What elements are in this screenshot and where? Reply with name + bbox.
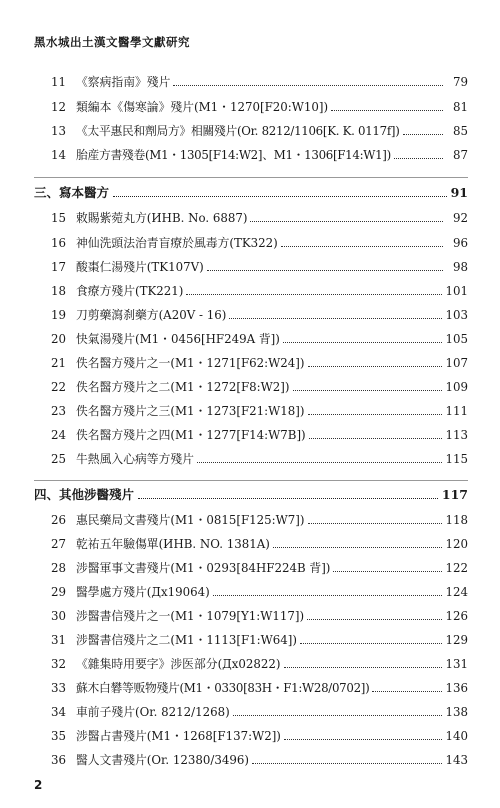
entry-number: 33 (50, 681, 66, 695)
entry-page: 109 (445, 380, 468, 394)
toc-entry (38, 654, 468, 674)
entry-title: 刀剪藥瀉刹藥方(A20V - 16) (76, 308, 227, 322)
toc-entry (38, 750, 468, 770)
toc-entry (38, 726, 468, 746)
entry-title: 牛熱風入心病等方殘片 (76, 452, 194, 466)
toc-entry (38, 208, 468, 228)
toc-entry (38, 425, 468, 445)
entry-page: 81 (452, 100, 468, 114)
toc-entry (38, 257, 468, 277)
entry-page: 138 (445, 705, 468, 719)
toc-entry (38, 702, 468, 722)
dot-leader (284, 739, 443, 740)
toc-entry (38, 353, 468, 373)
entry-number: 30 (50, 609, 66, 623)
entry-number: 34 (50, 705, 66, 719)
toc-entry (38, 510, 468, 530)
entry-page: 96 (452, 236, 468, 250)
dot-leader (300, 643, 442, 644)
entry-page: 113 (445, 428, 468, 442)
entry-title: 涉醫書信殘片之一(M1・1079[Y1:W117]) (76, 609, 305, 623)
entry-number: 13 (50, 124, 66, 138)
entry-title: 涉醫占書殘片(M1・1268[F137:W2]) (76, 729, 281, 743)
entry-page: 131 (445, 657, 468, 671)
toc-entry (38, 72, 468, 92)
entry-title: 酸棗仁湯殘片(TK107V) (76, 260, 204, 274)
entry-title: 食療方殘片(TK221) (76, 284, 184, 298)
dot-leader (307, 619, 442, 620)
dot-leader (113, 196, 447, 197)
dot-leader (173, 85, 443, 86)
dot-leader (250, 221, 443, 222)
dot-leader (252, 763, 442, 764)
section-heading (34, 182, 468, 204)
toc-entry (38, 534, 468, 554)
section-divider (34, 480, 468, 481)
section-heading (34, 484, 468, 506)
toc-entry (38, 145, 468, 165)
toc-entry (38, 606, 468, 626)
dot-leader (283, 342, 443, 343)
dot-leader (403, 134, 443, 135)
toc-entry (38, 305, 468, 325)
entry-title: 涉醫書信殘片之二(M1・1113[F1:W64]) (76, 633, 297, 647)
toc-entry (38, 121, 468, 141)
entry-number: 36 (50, 753, 66, 767)
entry-page: 126 (445, 609, 468, 623)
dot-leader (281, 246, 443, 247)
entry-title: 蘇木白礬等贩物殘片(M1・0330[83H・F1:W28/0702]) (76, 681, 370, 695)
section-title: 四、其他涉醫殘片 (34, 487, 135, 502)
entry-title: 涉醫軍事文書殘片(M1・0293[84HF224B 背]) (76, 561, 331, 575)
entry-number: 32 (50, 657, 66, 671)
section-page: 117 (441, 487, 468, 502)
dot-leader (207, 270, 443, 271)
entry-title: 類編本《傷寒論》殘片(M1・1270[F20:W10]) (76, 100, 329, 114)
entry-number: 21 (50, 356, 66, 370)
entry-number: 29 (50, 585, 66, 599)
entry-title: 神仙洗頭法治青盲療於風毒方(TK322) (76, 236, 278, 250)
dot-leader (273, 547, 443, 548)
entry-page: 87 (452, 148, 468, 162)
entry-title: 惠民藥局文書殘片(M1・0815[F125:W7]) (76, 513, 305, 527)
entry-number: 28 (50, 561, 66, 575)
entry-title: 乾祐五年驗傷單(ИHB. NO. 1381A) (76, 537, 270, 551)
entry-number: 19 (50, 308, 66, 322)
toc-entry (38, 281, 468, 301)
entry-number: 31 (50, 633, 66, 647)
toc-entry (38, 678, 468, 698)
toc-entry (38, 449, 468, 469)
toc-entry (38, 233, 468, 253)
dot-leader (372, 691, 442, 692)
entry-title: 醫人文書殘片(Or. 12380/3496) (76, 753, 250, 767)
dot-leader (186, 294, 442, 295)
entry-page: 103 (445, 308, 468, 322)
entry-page: 101 (445, 284, 468, 298)
section-divider (34, 177, 468, 178)
running-head: 黑水城出土漢文醫學文獻研究 (34, 35, 190, 49)
entry-number: 11 (50, 75, 66, 89)
entry-title: 《雜集時用要字》涉医部分(Дx02822) (76, 657, 281, 671)
entry-title: 佚名醫方殘片之三(M1・1273[F21:W18]) (76, 404, 305, 418)
entry-title: 醫學處方殘片(Дx19064) (76, 585, 210, 599)
entry-title: 佚名醫方殘片之四(M1・1277[F14:W7B]) (76, 428, 306, 442)
entry-page: 79 (452, 75, 468, 89)
dot-leader (331, 110, 443, 111)
entry-number: 22 (50, 380, 66, 394)
entry-number: 15 (50, 211, 66, 225)
entry-page: 143 (445, 753, 468, 767)
entry-page: 85 (452, 124, 468, 138)
dot-leader (308, 366, 443, 367)
entry-number: 20 (50, 332, 66, 346)
dot-leader (308, 523, 443, 524)
entry-page: 107 (445, 356, 468, 370)
entry-title: 《察病指南》殘片 (76, 75, 171, 89)
section-page: 91 (450, 185, 468, 200)
entry-page: 92 (452, 211, 468, 225)
toc-entry (38, 329, 468, 349)
section-title: 三、寫本醫方 (34, 185, 110, 200)
entry-title: 佚名醫方殘片之一(M1・1271[F62:W24]) (76, 356, 305, 370)
entry-page: 122 (445, 561, 468, 575)
toc-entry (38, 377, 468, 397)
entry-number: 35 (50, 729, 66, 743)
dot-leader (138, 498, 438, 499)
dot-leader (213, 595, 443, 596)
dot-leader (394, 158, 443, 159)
entry-page: 136 (445, 681, 468, 695)
dot-leader (284, 667, 443, 668)
page-number: 2 (34, 778, 43, 792)
entry-number: 12 (50, 100, 66, 114)
entry-page: 115 (445, 452, 468, 466)
entry-title: 佚名醫方殘片之二(M1・1272[F8:W2]) (76, 380, 290, 394)
dot-leader (197, 462, 442, 463)
entry-number: 27 (50, 537, 66, 551)
entry-page: 98 (452, 260, 468, 274)
entry-title: 敕賜紫菀丸方(ИHB. No. 6887) (76, 211, 248, 225)
entry-title: 胎産方書殘卷(M1・1305[F14:W2]、M1・1306[F14:W1]) (76, 148, 391, 162)
dot-leader (309, 438, 443, 439)
entry-number: 23 (50, 404, 66, 418)
entry-page: 140 (445, 729, 468, 743)
entry-page: 111 (445, 404, 468, 418)
dot-leader (333, 571, 442, 572)
entry-title: 車前子殘片(Or. 8212/1268) (76, 705, 230, 719)
entry-page: 105 (445, 332, 468, 346)
entry-page: 124 (445, 585, 468, 599)
entry-title: 快氣湯殘片(M1・0456[HF249A 背]) (76, 332, 280, 346)
entry-page: 129 (445, 633, 468, 647)
toc-entry (38, 558, 468, 578)
dot-leader (229, 318, 442, 319)
entry-number: 18 (50, 284, 66, 298)
entry-number: 17 (50, 260, 66, 274)
dot-leader (308, 414, 443, 415)
toc-entry (38, 401, 468, 421)
entry-title: 《太平惠民和劑局方》相關殘片(Or. 8212/1106[K. K. 0117f]) (76, 124, 400, 138)
entry-number: 26 (50, 513, 66, 527)
entry-number: 16 (50, 236, 66, 250)
dot-leader (293, 390, 443, 391)
entry-page: 120 (445, 537, 468, 551)
entry-page: 118 (445, 513, 468, 527)
entry-number: 14 (50, 148, 66, 162)
toc-entry (38, 630, 468, 650)
toc-entry (38, 97, 468, 117)
dot-leader (233, 715, 443, 716)
entry-number: 24 (50, 428, 66, 442)
entry-number: 25 (50, 452, 66, 466)
toc-entry (38, 582, 468, 602)
